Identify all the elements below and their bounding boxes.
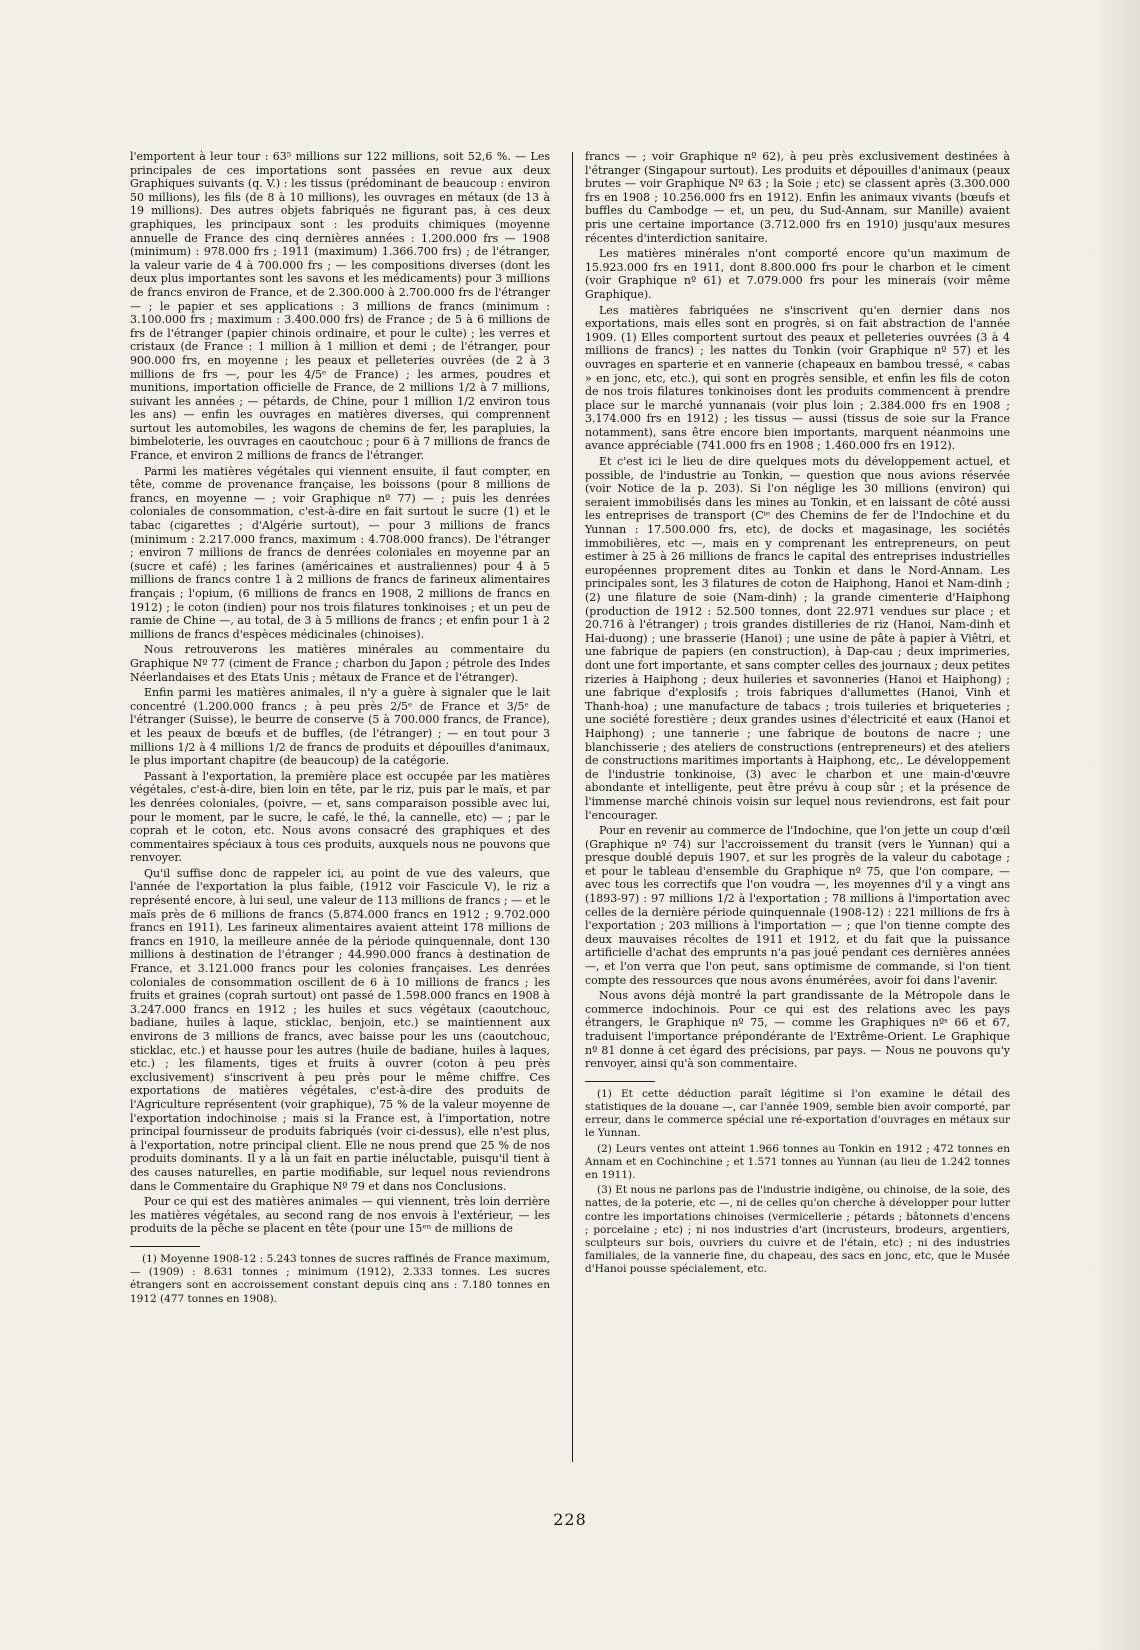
left-paragraph: Enfin parmi les matières animales, il n'y a guère à signaler que le lait concentré (1.200.000 francs ; à peu près 2/5ᵉ de France et 3/5ᵉ de l'étranger (Suisse), le beurre de conserve (5 à 700.000 francs, de France), et les peaux de bœufs et de buffles, (de l'étranger) ; — en tout pour 3 millions 1/2 à 4 millions 1/2 de francs de produits et dépouilles d'animaux, le plus important chapitre (de beaucoup) de la catégorie.: [130, 686, 550, 768]
left-paragraph: Pour ce qui est des matières animales — qui viennent, très loin derrière les matières végétales, au second rang de nos envois à l'extérieur, — les produits de la pêche se placent en tête (pour une 15ᵉⁿ de millions de: [130, 1195, 550, 1236]
footnote: (1) Et cette déduction paraît légitime si l'on examine le détail des statistiques de la douane —, car l'année 1909, semble bien avoir comporté, par erreur, dans le commerce spécial une ré-exportation d'ouvrages en métaux sur le Yunnan.: [585, 1087, 1010, 1140]
left-paragraph: Passant à l'exportation, la première place est occupée par les matières végétales, c'est-à-dire, bien loin en tête, par le riz, puis par le maïs, et par les denrées coloniales, (poivre, — et, sans comparaison possible avec lui, pour le moment, par le sucre, le café, le thé, la cannelle, etc) — ; par le coprah et le coton, etc. Nous avons consacré des graphiques et des commentaires spéciaux à tous ces produits, auxquels nous ne pouvons que renvoyer.: [130, 769, 550, 865]
left-footnotes: [130, 1253, 550, 1306]
column-divider: [572, 152, 573, 1462]
right-paragraph: Nous avons déjà montré la part grandissante de la Métropole dans le commerce indochinois. Pour ce qui est des relations avec les pays étrangers, le Graphique nº 75, — comme les Graphiques nºˢ 66 et 67, traduisent l'importance prépondérante de l'Extrême-Orient. Le Graphique nº 81 donne à cet égard des précisions, par pays. — Nous ne pouvons qu'y renvoyer, ainsi qu'à son commentaire.: [585, 989, 1010, 1071]
right-paragraph: Les matières fabriquées ne s'inscrivent qu'en dernier dans nos exportations, mais elles sont en progrès, si on fait abstraction de l'année 1909. (1) Elles comportent surtout des peaux et pelleteries ouvrées (3 à 4 millions de francs) ; les nattes du Tonkin (voir Graphique nº 57) et les ouvrages en sparterie et en vannerie (chapeaux en bambou tressé, « cabas » en jonc, etc, etc.), qui sont en progrès sensible, et enfin les fils de coton de nos trois filatures tonkinoises dont les produits commencent à prendre place sur le marché yunnanais (voir plus loin ; 2.384.000 frs en 1908 ; 3.174.000 frs en 1912) ; les tissus — aussi (tissus de soie sur la France notamment), sans être encore bien importants, marquent néanmoins une avance appréciable (741.000 frs en 1908 ; 1.460.000 frs en 1912).: [585, 303, 1010, 453]
footnote: (2) Leurs ventes ont atteint 1.966 tonnes au Tonkin en 1912 ; 472 tonnes en Annam et en Cochinchine ; et 1.571 tonnes au Yunnan (au lieu de 1.242 tonnes en 1911).: [585, 1142, 1010, 1181]
footnote-divider: [585, 1081, 655, 1082]
left-paragraph: l'emportent à leur tour : 63⁵ millions sur 122 millions, soit 52,6 %. — Les principales de ces importations sont passées en revue aux deux Graphiques suivants (q. V.) : les tissus (prédominant de beaucoup : environ 50 millions), les fils (de 8 à 10 millions), les ouvrages en métaux (de 13 à 19 millions). Des autres objets fabriqués ne figurant pas, à ces deux graphiques, les principaux sont : les produits chimiques (moyenne annuelle de France des cinq dernières années : 1.200.000 frs — 1908 (minimum) : 978.000 frs ; 1911 (maximum) 1.366.700 frs) ; de l'étranger, la valeur varie de 4 à 700.000 frs ; — les compositions diverses (dont les deux plus importantes sont les savons et les médicaments) pour 3 millions de francs environ de France, et de 2.300.000 à 2.700.000 frs de l'étranger — ; le papier et ses applications : 3 millions de francs (minimum : 3.100.000 frs ; maximum : 3.400.000 frs) de France ; de 5 à 6 millions de frs de l'étranger (papier chinois ordinaire, et pour le culte) ; les verres et cristaux (de France : 1 million à 1 million et demi ; de l'étranger, pour 900.000 frs, en moyenne ; les peaux et pelleteries ouvrées (de 2 à 3 millions de frs —, pour les 4/5ᵉ de France) ; les armes, poudres et munitions, importation officielle de France, de 2 millions 1/2 à 7 millions, suivant les années ; — pétards, de Chine, pour 1 million 1/2 environ tous les ans) — enfin les ouvrages en matières diverses, qui comprennent surtout les automobiles, les wagons de chemins de fer, les parapluies, la bimbeloterie, les ouvrages en caoutchouc ; pour 6 à 7 millions de francs de France, et environ 2 millions de francs de l'étranger.: [130, 150, 551, 463]
left-column: [130, 150, 550, 1308]
right-paragraph: Pour en revenir au commerce de l'Indochine, que l'on jette un coup d'œil (Graphique nº 74) sur l'accroissement du transit (vers le Yunnan) qui a presque doublé depuis 1907, et sur les progrès de la valeur du cabotage ; et pour le tableau d'ensemble du Graphique nº 75, que l'on compare, — avec tous les correctifs que l'on voudra —, les moyennes d'il y a vingt ans (1893-97) : 97 millions 1/2 à l'exportation ; 78 millions à l'importation avec celles de la dernière période quinquennale (1908-12) : 221 millions de frs à l'exportation ; 203 millions à l'importation — ; que l'on tienne compte des deux mauvaises récoltes de 1911 et 1912, et du fait que la puissance artificielle d'achat des emprunts n'a pas joué pendant ces dernières années —, et l'on verra que l'on peut, sans optimisme de commande, si l'on tient compte des ressources que nous avons énumérées, avoir foi dans l'avenir.: [585, 824, 1010, 987]
page-number: 228: [553, 1510, 587, 1529]
footnote: (3) Et nous ne parlons pas de l'industrie indigène, ou chinoise, de la soie, des nattes, de la poterie, etc —, ni de celles qu'on cherche à développer pour lutter contre les importations chinoises (vermicellerie ; pétards ; bâtonnets d'encens ; porcelaine ; etc) ; ni nos industries d'art (incrusteurs, brodeurs, argentiers, sculpteurs sur bois, ouvriers du cuivre et de l'étain, etc) ; ni des industries familiales, de la vannerie fine, du chapeau, des sacs en jonc, etc, que le Musée d'Hanoi pousse spécialement, etc.: [585, 1184, 1010, 1276]
footnote: (1) Moyenne 1908-12 : 5.243 tonnes de sucres raffinés de France maximum, — (1909) : 8.631 tonnes ; minimum (1912), 2.333 tonnes. Les sucres étrangers sont en accroissement constant depuis cinq ans : 7.180 tonnes en 1912 (477 tonnes en 1908).: [130, 1252, 550, 1305]
right-paragraph: francs — ; voir Graphique nº 62), à peu près exclusivement destinées à l'étranger (Singapour surtout). Les produits et dépouilles d'animaux (peaux brutes — voir Graphique Nº 63 ; la Soie ; etc) se classent après (3.300.000 frs en 1908 ; 10.256.000 frs en 1912). Enfin les animaux vivants (bœufs et buffles du Cambodge — et, un peu, du Sud-Annam, sur Manille) avaient pris une certaine importance (3.712.000 frs en 1910) jusqu'aux mesures récentes d'interdiction sanitaire.: [585, 150, 1010, 245]
right-column: [585, 150, 1010, 1279]
page-edge-shadow: [1092, 0, 1140, 1650]
left-paragraph: Qu'il suffise donc de rappeler ici, au point de vue des valeurs, que l'année de l'exportation la plus faible, (1912 voir Fascicule V), le riz a représenté encore, à lui seul, une valeur de 113 millions de francs ; — et le maïs près de 6 millions de francs (5.874.000 francs en 1912 ; 9.702.000 francs en 1911). Les farineux alimentaires avaient atteint 178 millions de francs en 1910, la meilleure année de la période quinquennale, dont 130 millions à destination de l'étranger ; 44.990.000 francs à destination de France, et 3.121.000 francs pour les colonies françaises. Les denrées coloniales de consommation oscillent de 6 à 10 millions de francs ; les fruits et graines (coprah surtout) ont passé de 1.598.000 francs en 1908 à 3.247.000 francs en 1912 ; les huiles et sucs végétaux (caoutchouc, badiane, huiles à laque, sticklac, benjoin, etc.) se maintiennent aux environs de 3 millions de francs, avec baisse pour les uns (caoutchouc, sticklac, etc.) et hausse pour les autres (huile de badiane, huiles à laques, etc.) ; les filaments, tiges et fruits à ouvrer (coton à peu près exclusivement) s'inscrivent à peu près pour le même chiffre. Ces exportations de matières végétales, c'est-à-dire des produits de l'Agriculture représentent (voir graphique), 75 % de la valeur moyenne de l'exportation indochinoise ; mais si la France est, à l'importation, notre principal fournisseur de produits fabriqués (voir ci-dessus), elle n'est plus, à l'exportation, notre principal client. Elle ne nous prend que 25 % de nos produits dominants. Il y a là un fait en partie inéluctable, puisqu'il tient à des causes naturelles, en partie modifiable, sur lequel nous reviendrons dans le Commentaire du Graphique Nº 79 et dans nos Conclusions.: [130, 866, 550, 1193]
right-footnotes: [585, 1088, 1010, 1277]
footnote-divider: [130, 1246, 200, 1247]
right-paragraph: Les matières minérales n'ont comporté encore qu'un maximum de 15.923.000 frs en 1911, dont 8.800.000 frs pour le charbon et le ciment (voir Graphique nº 61) et 7.079.000 frs pour les minerais (voir même Graphique).: [585, 247, 1010, 301]
left-paragraph: Parmi les matières végétales qui viennent ensuite, il faut compter, en tête, comme de provenance française, les boissons (pour 8 millions de francs, en moyenne — ; voir Graphique nº 77) — ; puis les denrées coloniales de consommation, c'est-à-dire en fait surtout le sucre (1) et le tabac (cigarettes ; d'Algérie surtout), — pour 3 millions de francs (minimum : 2.217.000 francs, maximum : 4.708.000 francs). De l'étranger ; environ 7 millions de francs de denrées coloniales en moyenne par an (sucre et café) ; les farines (américaines et australiennes) pour 4 à 5 millions de francs contre 1 à 2 millions de francs de farineux alimentaires français ; l'opium, (6 millions de francs en 1908, 2 millions de francs en 1912) ; le coton (indien) pour nos trois filatures tonkinoises ; et un peu de ramie de Chine —, au total, de 3 à 5 millions de francs ; et enfin pour 1 à 2 millions de francs d'espèces médicinales (chinoises).: [130, 464, 550, 641]
left-paragraph: Nous retrouverons les matières minérales au commentaire du Graphique Nº 77 (ciment de France ; charbon du Japon ; pétrole des Indes Néerlandaises et des Etats Unis ; métaux de France et de l'étranger).: [130, 643, 550, 684]
right-paragraph: Et c'est ici le lieu de dire quelques mots du développement actuel, et possible, de l'industrie au Tonkin, — question que nous avions réservée (voir Notice de la p. 203). Si l'on néglige les 30 millions (environ) qui seraient immobilisés dans les mines au Tonkin, et en laissant de côté aussi les entreprises de transport (Cⁱᵉ des Chemins de fer de l'Indochine et du Yunnan : 17.500.000 frs, etc), de docks et magasinage, les sociétés immobilières, etc —, mais en y comprenant les entrepreneurs, on peut estimer à 25 à 26 millions de francs le capital des entreprises industrielles européennes proprement dites au Tonkin et dans le Nord-Annam. Les principales sont, les 3 filatures de coton de Haiphong, Hanoi et Nam-dinh ; (2) une filature de soie (Nam-dinh) ; la grande cimenterie d'Haiphong (production de 1912 : 52.500 tonnes, dont 22.971 vendues sur place ; et 20.716 à l'étranger) ; trois grandes distilleries de riz (Hanoi, Nam-dinh et Hai-duong) ; une brasserie (Hanoi) ; une usine de pâte à papier à Viêtri, et une fabrique de papiers (en construction), à Dap-cau ; deux imprimeries, dont une fort importante, et sans compter celles des journaux ; deux petites rizeries à Haiphong ; deux huileries et savonneries (Hanoi et Haiphong) ; une fabrique d'explosifs ; trois fabriques d'allumettes (Hanoi, Vinh et Thanh-hoa) ; une manufacture de tabacs ; trois tuileries et briqueteries ; une société forestière ; deux grandes usines d'électricité et eaux (Hanoi et Haiphong) ; une tannerie ; une fabrique de boutons de nacre ; une blanchisserie ; des ateliers de constructions (entrepreneurs) et des ateliers de constructions maritimes importants à Haiphong, etc,. Le développement de l'industrie tonkinoise, (3) avec le charbon et une main-d'œuvre abondante et intelligente, peut être prévu à coup sûr ; et la présence de l'immense marché chinois voisin sur lequel nous reviendrons, est fait pour l'encourager.: [585, 455, 1010, 822]
